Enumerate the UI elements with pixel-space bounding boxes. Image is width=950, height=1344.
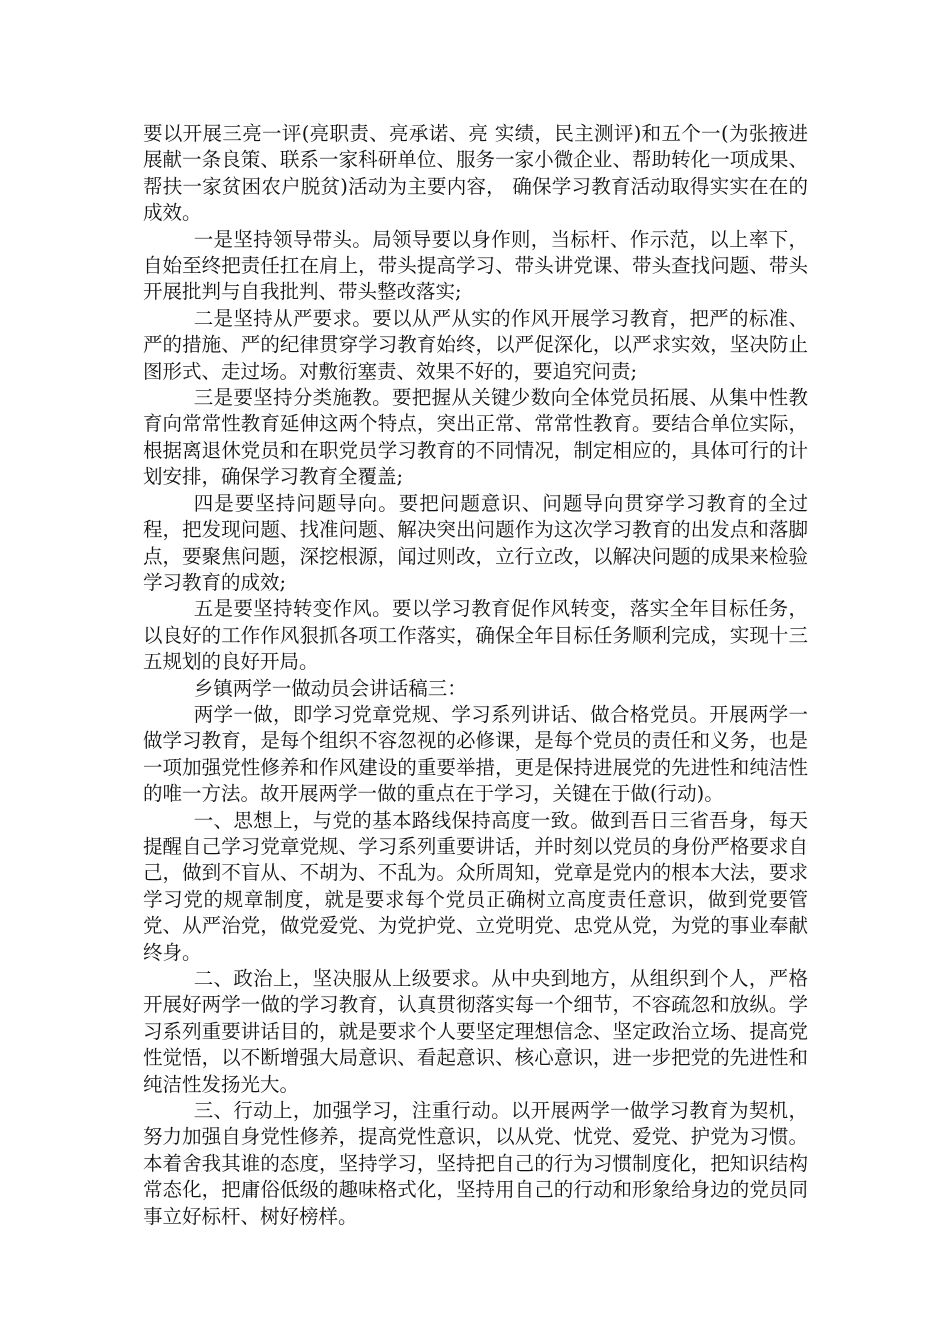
paragraph-2: 一是坚持领导带头。局领导要以身作则，当标杆、作示范，以上率下，自始至终把责任扛在肩上，带头提高学习、带头讲党课、带头查找问题、带头开展批判与自我批判、带头整改落实; (143, 227, 808, 304)
paragraph-5: 四是要坚持问题导向。要把问题意识、问题导向贯穿学习教育的全过程，把发现问题、找准问题、解决突出问题作为这次学习教育的出发点和落脚点，要聚焦问题，深挖根源，闻过则改，立行立改，以解决问题的成果来检验学习教育的成效; (143, 491, 808, 594)
paragraph-6: 五是要坚持转变作风。要以学习教育促作风转变，落实全年目标任务，以良好的工作作风狠抓各项工作落实，确保全年目标任务顺利完成，实现十三五规划的良好开局。 (143, 597, 808, 674)
paragraph-3: 二是坚持从严要求。要以从严从实的作风开展学习教育，把严的标准、严的措施、严的纪律贯穿学习教育始终，以严促深化，以严求实效，坚决防止图形式、走过场。对敷衍塞责、效果不好的，要追究问责; (143, 306, 808, 383)
paragraph-4: 三是要坚持分类施教。要把握从关键少数向全体党员拓展、从集中性教育向常常性教育延伸这两个特点，突出正常、常常性教育。要结合单位实际，根据离退休党员和在职党员学习教育的不同情况，制定相应的，具体可行的计划安排，确保学习教育全覆盖; (143, 386, 808, 489)
paragraph-8: 两学一做，即学习党章党规、学习系列讲话、做合格党员。开展两学一做学习教育，是每个组织不容忽视的必修课，是每个党员的责任和义务，也是一项加强党性修养和作风建设的重要举措，更是保持进展党的先进性和纯洁性的唯一方法。故开展两学一做的重点在于学习，关键在于做(行动)。 (143, 702, 808, 806)
paragraph-10: 二、政治上，坚决服从上级要求。从中央到地方，从组织到个人，严格开展好两学一做的学习教育，认真贯彻落实每一个细节，不容疏忽和放纵。学习系列重要讲话目的，就是要求个人要坚定理想信念、坚定政治立场、提高党性觉悟，以不断增强大局意识、看起意识、核心意识，进一步把党的先进性和纯洁性发扬光大。 (143, 967, 808, 1096)
paragraph-11: 三、行动上，加强学习，注重行动。以开展两学一做学习教育为契机，努力加强自身党性修养，提高党性意识，以从党、忧党、爱党、护党为习惯。本着舍我其谁的态度，坚持学习，坚持把自己的行为习惯制度化，把知识结构常态化，把庸俗低级的趣味格式化，坚持用自己的行动和形象给身边的党员同事立好标杆、树好榜样。 (143, 1099, 808, 1228)
section-heading: 乡镇两学一做动员会讲话稿三： (193, 676, 467, 700)
document-body (143, 121, 808, 1230)
paragraph-1: 要以开展三亮一评(亮职责、亮承诺、亮 实绩，民主测评)和五个一(为张掖进展献一条良策、联系一家科研单位、服务一家小微企业、帮助转化一项成果、帮扶一家贫困农户脱贫)活动为主要内容， 确保学习教育活动取得实实在在的成效。 (143, 122, 808, 225)
paragraph-9: 一、思想上，与党的基本路线保持高度一致。做到吾日三省吾身，每天提醒自己学习党章党规、学习系列重要讲话，并时刻以党员的身份严格要求自己，做到不盲从、不胡为、不乱为。众所周知，党章是党内的根本大法，要求学习党的规章制度，就是要求每个党员正确树立高度责任意识，做到党要管党、从严治党，做党爱党、为党护党、立党明党、忠党从党，为党的事业奉献终身。 (143, 808, 808, 964)
